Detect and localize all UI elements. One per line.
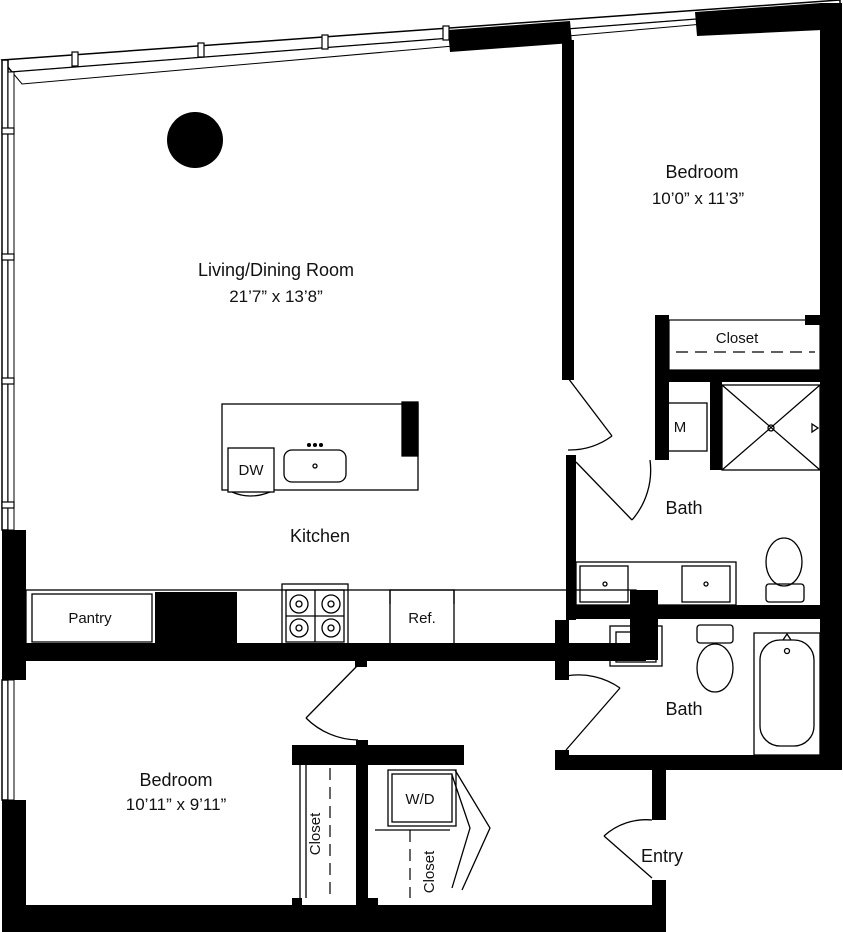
structural-column [167,112,223,168]
label-washer-dryer: W/D [405,791,435,808]
label-dishwasher: DW [238,462,264,479]
label-closet-wd: Closet [421,850,438,894]
door-bedroom-ne [568,378,612,450]
label-pantry: Pantry [68,610,112,627]
room-dims-bedroom-ne: 10’0” x 11’3” [651,189,745,208]
sink-2 [682,566,730,602]
door-bedroom-sw [306,665,358,740]
room-name-bedroom-sw: Bedroom [139,770,213,790]
door-bath-upper [576,460,651,520]
door-bath-lower [566,675,620,750]
door-wd-bifold [455,770,490,890]
room-name-bath-lower: Bath [665,699,703,719]
room-name-entry: Entry [640,846,684,866]
kitchen-island [222,402,418,496]
label-closet-ne: Closet [715,330,759,347]
room-dims-living: 21’7” x 13’8” [229,287,323,306]
sink-1 [580,566,628,602]
bathtub [754,633,820,755]
toilet-upper [766,538,804,602]
room-name-bedroom-ne: Bedroom [665,162,739,182]
room-dims-bedroom-sw: 10’11” x 9’11” [125,795,227,814]
kitchen-counter [26,584,636,646]
range [282,584,348,646]
room-name-kitchen: Kitchen [289,526,351,546]
label-mech: M [673,419,687,436]
label-closet-sw: Closet [307,812,324,856]
doors [300,378,652,898]
room-name-bath-upper: Bath [665,498,703,518]
island-sink [284,450,346,482]
label-fridge: Ref. [408,610,436,627]
room-name-living: Living/Dining Room [197,260,355,280]
toilet-lower [697,625,733,692]
